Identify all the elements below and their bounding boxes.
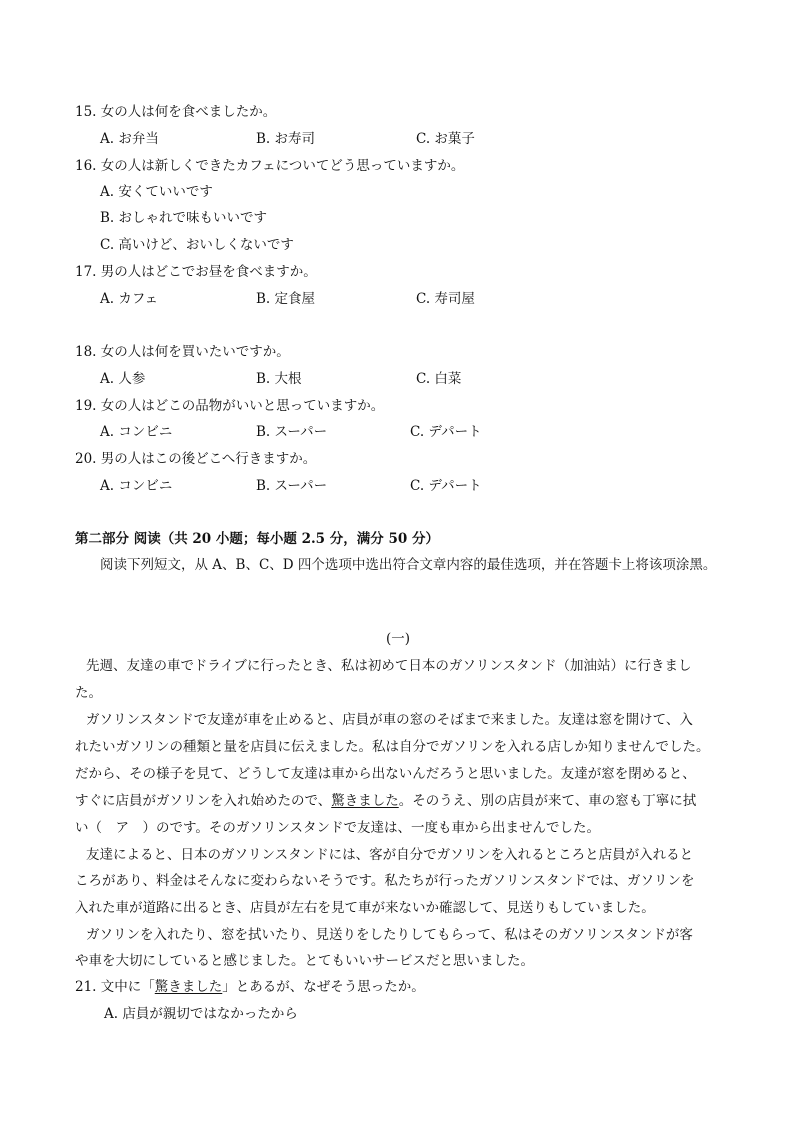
question-18-option-c: C. 白菜 (416, 371, 462, 387)
question-19-option-b: B. スーパー (256, 424, 328, 440)
passage-line: れたいガソリンの種類と量を店員に伝えました。私は自分でガソリンを入れる店しか知りませんでした。 (75, 739, 710, 755)
question-21-text: 21. 文中に「 (75, 979, 155, 995)
question-19-option-c: C. デパート (410, 424, 482, 440)
question-15-stem: 15. 女の人は何を食べましたか。 (75, 104, 277, 120)
passage-line: ガソリンスタンドで友達が車を止めると、店員が車の窓のそばまで来ました。友達は窓を開けて、入 (86, 712, 693, 728)
passage-line: い（ ア ）のです。そのガソリンスタンドで友達は、一度も車から出ませんでした。 (75, 820, 601, 836)
passage-line: 友達によると、日本のガソリンスタンドには、客が自分でガソリンを入れるところと店員が入れると (86, 847, 694, 863)
question-16-option-c: C. 高いけど、おいしくないです (100, 237, 294, 253)
passage-text: 。そのうえ、別の店員が来て、車の窓も丁寧に拭 (398, 793, 697, 809)
passage-text: すぐに店員がガソリンを入れ始めたので、 (75, 793, 332, 809)
question-21-option-a: A. 店員が親切ではなかったから (104, 1006, 298, 1022)
underlined-phrase: 驚きました (154, 979, 223, 995)
question-17-stem: 17. 男の人はどこでお昼を食べますか。 (75, 264, 317, 280)
question-19-option-a: A. コンビニ (100, 424, 173, 440)
question-18-option-b: B. 大根 (256, 371, 302, 387)
question-17-option-b: B. 定食屋 (256, 291, 316, 307)
passage-line: 先週、友達の車でドライブに行ったとき、私は初めて日本のガソリンスタンド（加油站）に行きまし (86, 658, 692, 674)
passage-line: や車を大切にしていると感じました。とてもいいサービスだと思いました。 (75, 953, 534, 969)
question-16-option-b: B. おしゃれで味もいいです (100, 210, 268, 226)
question-16-stem: 16. 女の人は新しくできたカフェについてどう思っていますか。 (75, 158, 465, 174)
passage-line (75, 792, 696, 810)
passage-line: ガソリンを入れたり、窓を拭いたり、見送りをしたりしてもらって、私はそのガソリンスタンドが客 (86, 927, 693, 943)
question-20-option-a: A. コンビニ (100, 478, 173, 494)
question-20-option-c: C. デパート (410, 478, 482, 494)
part2-title: 第二部分 阅读（共 20 小题；每小题 2.5 分，满分 50 分） (75, 531, 439, 547)
question-16-option-a: A. 安くていいです (100, 184, 213, 200)
question-17-option-a: A. カフェ (100, 291, 159, 307)
question-21-stem (75, 978, 425, 996)
question-15-option-c: C. お菓子 (416, 131, 475, 147)
passage-line: ころがあり、料金はそんなに変わらないそうです。私たちが行ったガソリンスタンドでは、ガソリンを (75, 873, 695, 889)
underlined-phrase: 驚きました (331, 793, 399, 809)
question-17-option-c: C. 寿司屋 (416, 291, 475, 307)
question-19-stem: 19. 女の人はどこの品物がいいと思っていますか。 (75, 398, 385, 414)
question-21-text: 」とあるが、なぜそう思ったか。 (222, 979, 425, 995)
question-20-option-b: B. スーパー (256, 478, 328, 494)
passage-heading: (一) (386, 631, 411, 647)
passage-line: だから、その様子を見て、どうして友達は車から出ないんだろうと思いました。友達が窓を閉めると、 (75, 766, 696, 782)
part2-instruction: 阅读下列短文，从 A、B、C、D 四个选项中选出符合文章内容的最佳选项，并在答题卡上将该项涂黑。 (100, 557, 717, 573)
question-18-option-a: A. 人参 (100, 371, 146, 387)
passage-line: た。 (75, 685, 102, 701)
question-20-stem: 20. 男の人はこの後どこへ行きますか。 (75, 451, 317, 467)
passage-line: 入れた車が道路に出るとき、店員が左右を見て車が来ないか確認して、見送りもしていました。 (75, 900, 655, 916)
question-15-option-a: A. お弁当 (100, 131, 159, 147)
question-18-stem: 18. 女の人は何を買いたいですか。 (75, 344, 290, 360)
question-15-option-b: B. お寿司 (256, 131, 316, 147)
